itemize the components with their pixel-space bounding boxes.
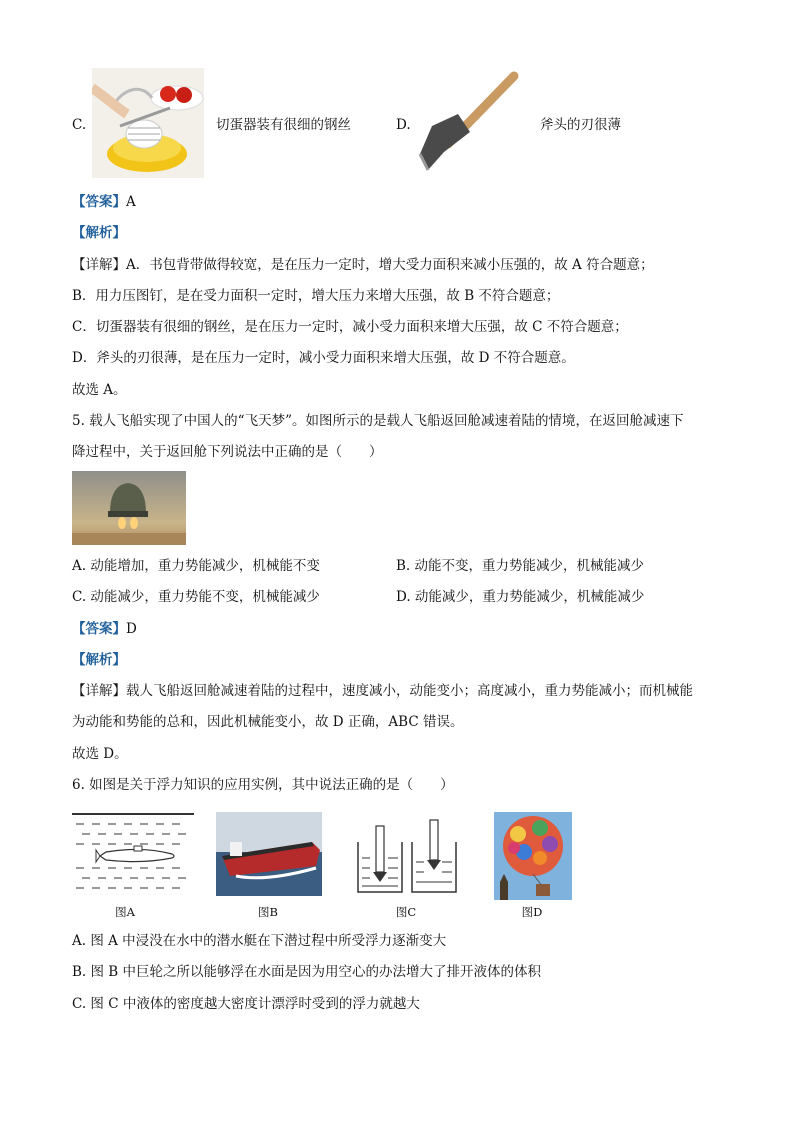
axe-image: [418, 70, 522, 178]
option-c-letter: C.: [72, 117, 87, 133]
q6-option-a: A. 图 A 中浸没在水中的潜水艇在下潜过程中所受浮力逐渐变大: [72, 933, 447, 949]
q5-option-c: C. 动能减少，重力势能不变，机械能减少: [72, 589, 320, 605]
q5-option-a: A. 动能增加，重力势能减少，机械能不变: [72, 558, 320, 574]
detail-label: 【详解】: [72, 683, 126, 699]
answer-label: 【答案】: [72, 194, 126, 210]
caption-figure-d: 图D: [521, 905, 543, 919]
q4-detail-line-4: D．斧头的刃很薄，是在压力一定时，减小受力面积来增大压强，故 D 不符合题意。: [72, 350, 575, 366]
figure-b-ship: [216, 812, 322, 896]
q5-option-d: D. 动能减少，重力势能减少，机械能减少: [396, 589, 645, 605]
q5-stem-line-1: 5. 载人飞船实现了中国人的“飞天梦”。如图所示的是载人飞船返回舱减速着陆的情境，在返回舱减速下: [72, 413, 684, 429]
caption-figure-a: 图A: [115, 905, 135, 919]
detail-label: 【详解】: [72, 257, 126, 273]
option-d-text: 斧头的刃很薄: [540, 117, 621, 133]
option-d-letter: D.: [396, 117, 411, 133]
q4-answer: [72, 193, 136, 211]
q4-detail-line-3: C．切蛋器装有很细的钢丝，是在压力一定时，减小受力面积来增大压强，故 C 不符合题意；: [72, 319, 628, 335]
answer-value: D: [126, 621, 137, 637]
q5-detail-line-1: 【详解】载人飞船返回舱减速着陆的过程中，速度减小，动能变小；高度减小，重力势能减小；而机械能: [72, 683, 693, 699]
figure-d-balloons: [494, 812, 572, 900]
option-c-text: 切蛋器装有很细的钢丝: [216, 117, 351, 133]
figure-a-submarine: [72, 812, 194, 900]
q4-analysis-label: 【解析】: [72, 225, 126, 241]
q4-detail-line-2: B．用力压图钉，是在受力面积一定时，增大压力来增大压强，故 B 不符合题意；: [72, 288, 560, 304]
q5-answer: [72, 620, 137, 638]
q5-analysis-label: 【解析】: [72, 652, 126, 668]
q5-detail-line-2: 为动能和势能的总和，因此机械能变小，故 D 正确，ABC 错误。: [72, 714, 464, 730]
q6-stem: 6. 如图是关于浮力知识的应用实例，其中说法正确的是（ ）: [72, 777, 454, 793]
caption-figure-b: 图B: [258, 905, 278, 919]
q5-conclusion: 故选 D。: [72, 746, 128, 762]
q5-option-b: B. 动能不变，重力势能减少，机械能减少: [396, 558, 645, 574]
figure-c-hydrometers: [354, 818, 460, 896]
answer-label: 【答案】: [72, 621, 126, 637]
answer-value: A: [126, 194, 136, 210]
return-capsule-image: [72, 471, 186, 545]
q6-option-b: B. 图 B 中巨轮之所以能够浮在水面是因为用空心的办法增大了排开液体的体积: [72, 964, 542, 980]
q4-detail-line-1: 【详解】A．书包背带做得较宽，是在压力一定时，增大受力面积来减小压强的，故 A 符合题意；: [72, 257, 654, 273]
q5-stem-line-2: 降过程中，关于返回舱下列说法中正确的是（ ）: [72, 444, 383, 460]
q6-option-c: C. 图 C 中液体的密度越大密度计漂浮时受到的浮力就越大: [72, 996, 420, 1012]
egg-slicer-image: [92, 68, 204, 178]
caption-figure-c: 图C: [395, 905, 417, 919]
q4-conclusion: 故选 A。: [72, 382, 127, 398]
